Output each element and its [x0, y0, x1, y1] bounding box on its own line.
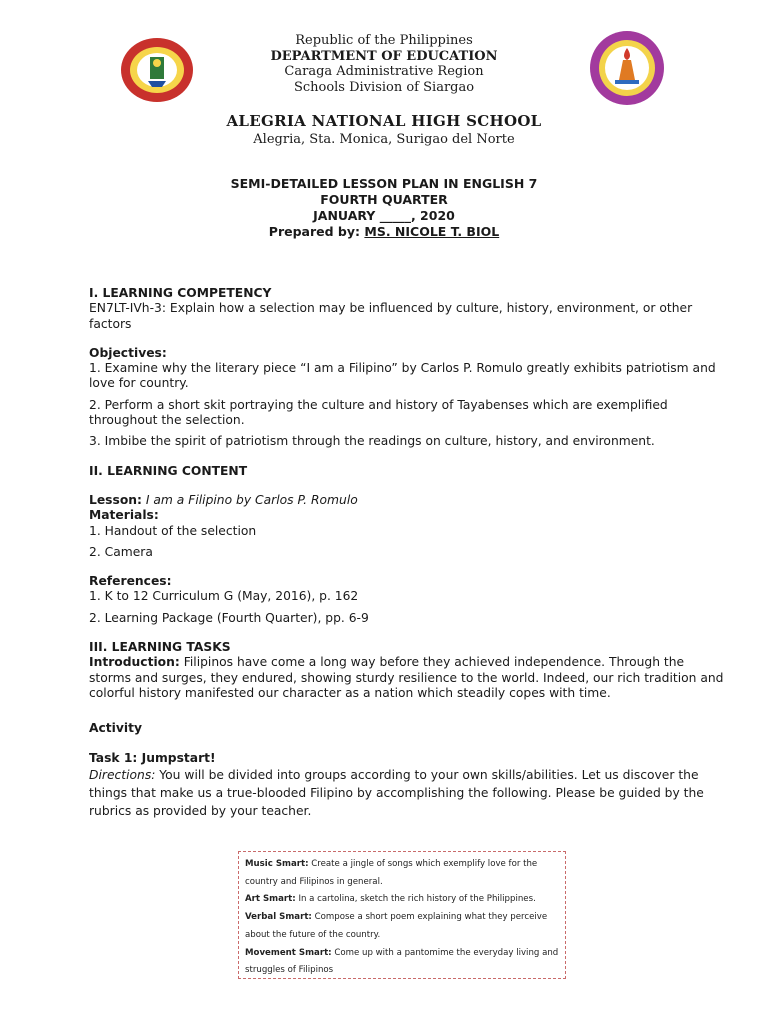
- rubric-label: Movement Smart:: [245, 947, 332, 958]
- objectives-heading: Objectives:: [89, 345, 167, 360]
- intro-text: Filipinos have come a long way before they achieved independence. Through the storms and surges, they endured, showing sturdy resilience to the world. Indeed, our rich tradition and colorful history manifested our character as a nation which steadily copes with time.: [89, 655, 724, 700]
- division-line: Schools Division of Siargao: [293, 79, 475, 95]
- rubric-item: [245, 891, 559, 909]
- lesson-content: [89, 286, 729, 820]
- lesson-title: [0, 176, 768, 240]
- rubric-item: [245, 945, 559, 980]
- section-3-heading: III. LEARNING TASKS: [89, 640, 231, 655]
- prepared-name: MS. NICOLE T. BIOL: [364, 224, 500, 239]
- competency-code: EN7LT-IVh-3:: [89, 301, 167, 316]
- rubric-text: In a cartolina, sketch the rich history of the Philippines.: [295, 894, 536, 905]
- lesson-text: I am a Filipino by Carlos P. Romulo: [141, 492, 358, 507]
- introduction-paragraph: [89, 655, 729, 701]
- materials-label: Materials:: [89, 508, 159, 523]
- prepared-by: [0, 224, 768, 240]
- competency-desc: Explain how a selection may be influenced by culture, history, environment, or other factors: [89, 301, 693, 331]
- school-name: ALEGRIA NATIONAL HIGH SCHOOL: [226, 112, 542, 130]
- section-1-heading: I. LEARNING COMPETENCY: [89, 286, 272, 300]
- task-title: Task 1: Jumpstart!: [89, 750, 216, 765]
- intro-label: Introduction:: [89, 655, 180, 670]
- reference-2: 2. Learning Package (Fourth Quarter), pp. 6-9: [89, 610, 369, 625]
- title-line-3: JANUARY _____, 2020: [313, 208, 455, 223]
- rubric-box: [238, 851, 566, 979]
- rubric-label: Verbal Smart:: [245, 912, 312, 923]
- lesson-line: [89, 493, 729, 508]
- rubric-text: Compose a short poem explaining what they perceive about the future of the country.: [245, 912, 548, 940]
- department-line: DEPARTMENT OF EDUCATION: [270, 48, 498, 64]
- rubric-label: Music Smart:: [245, 859, 309, 869]
- objective-2: 2. Perform a short skit portraying the culture and history of Tayabenses which are exemplified throughout the selection.: [89, 397, 668, 428]
- objective-1: 1. Examine why the literary piece “I am a Filipino” by Carlos P. Romulo greatly exhibits patriotism and love for country.: [89, 361, 716, 391]
- material-1: 1. Handout of the selection: [89, 523, 257, 538]
- title-line-1: SEMI-DETAILED LESSON PLAN IN ENGLISH 7: [230, 176, 538, 191]
- region-line: Caraga Administrative Region: [284, 64, 484, 79]
- reference-1: 1. K to 12 Curriculum G (May, 2016), p. 162: [89, 589, 359, 604]
- school-block: [0, 112, 768, 147]
- letterhead: [0, 33, 768, 95]
- title-line-2: FOURTH QUARTER: [320, 192, 448, 207]
- material-2: 2. Camera: [89, 544, 153, 559]
- directions-paragraph: [89, 766, 729, 820]
- rubric-item: [245, 909, 559, 944]
- school-address: Alegria, Sta. Monica, Surigao del Norte: [253, 132, 515, 147]
- references-label: References:: [89, 574, 172, 589]
- rubric-text: Come up with a pantomime the everyday living and struggles of Filipinos: [245, 947, 559, 976]
- section-2-heading: II. LEARNING CONTENT: [89, 463, 248, 478]
- rubric-item: [245, 856, 559, 891]
- activity-heading: Activity: [89, 721, 143, 736]
- lesson-label: Lesson:: [89, 492, 142, 507]
- rubric-label: Art Smart:: [245, 894, 296, 905]
- rubric-text: Create a jingle of songs which exemplify love for the country and Filipinos in general.: [245, 859, 538, 887]
- prepared-label: Prepared by:: [268, 224, 361, 239]
- directions-text: You will be divided into groups according to your own skills/abilities. Let us discover the things that make us a true-blooded Filipino by accomplishing the following. Please be guided by the rubrics as provided by your teacher.: [89, 767, 704, 818]
- competency-text: [89, 301, 729, 332]
- objective-3: 3. Imbibe the spirit of patriotism through the readings on culture, history, and environment.: [89, 434, 655, 449]
- directions-label: Directions:: [89, 767, 156, 782]
- republic-line: Republic of the Philippines: [295, 33, 473, 48]
